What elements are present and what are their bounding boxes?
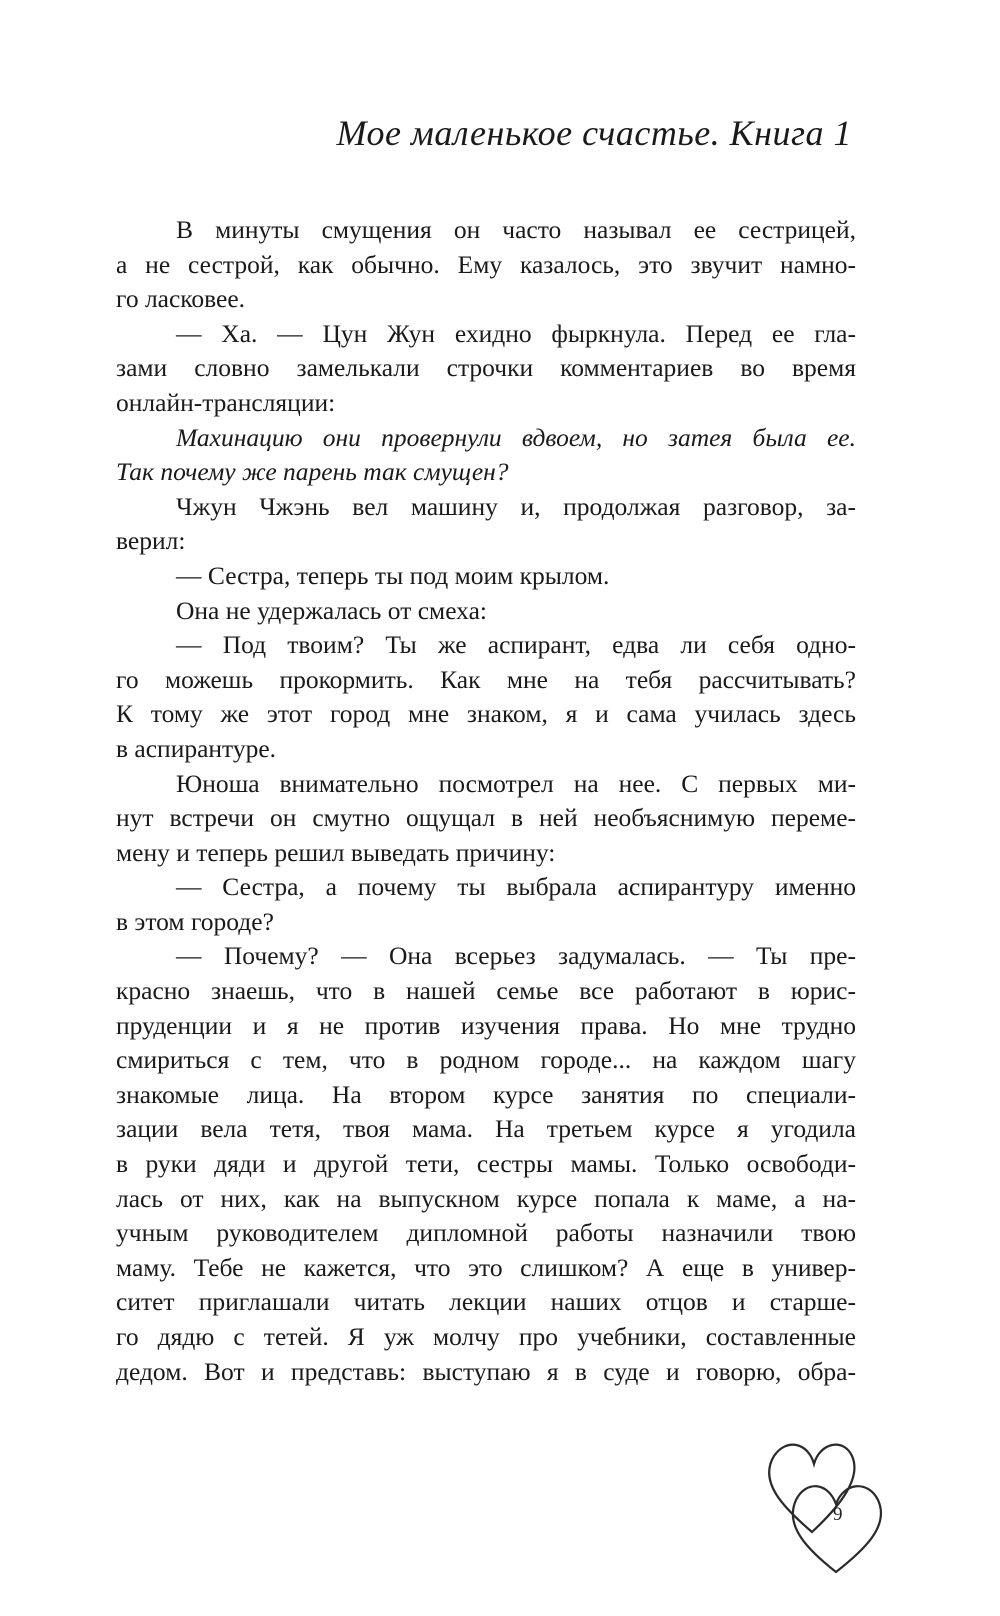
- text-line: Так почему же парень так смущен?: [116, 457, 509, 487]
- page-number: 9: [833, 1504, 843, 1525]
- text-line: К тому же этот город мне знаком, я и сама училась здесь: [116, 699, 856, 729]
- text-line: в аспирантуре.: [116, 733, 277, 763]
- text-line: красно знаешь, что в нашей семье все работают в юрис-: [116, 976, 856, 1006]
- text-line: — Сестра, а почему ты выбрала аспирантуру именно: [176, 872, 856, 902]
- text-line: учным руководителем дипломной работы назначили твою: [116, 1218, 856, 1248]
- text-line: пруденции и я не против изучения права. Но мне трудно: [116, 1010, 856, 1040]
- text-line: нут встречи он смутно ощущал в ней необъяснимую переме-: [116, 803, 856, 833]
- text-line: мену и теперь решил выведать причину:: [116, 837, 556, 867]
- text-line: го можешь прокормить. Как мне на тебя рассчитывать?: [116, 664, 856, 694]
- running-title: Мое маленькое счастье. Книга 1: [336, 113, 852, 153]
- text-line: Махинацию они провернули вдвоем, но затея была ее.: [176, 422, 856, 452]
- body-text: [116, 213, 856, 1389]
- text-line: Юноша внимательно посмотрел на нее. С первых ми-: [176, 768, 856, 798]
- text-line: а не сестрой, как обычно. Ему казалось, это звучит намно-: [116, 249, 856, 279]
- text-line: онлайн-трансляции:: [116, 387, 336, 417]
- text-line: знакомые лица. На втором курсе занятия по специали-: [116, 1079, 856, 1109]
- text-line: зации вела тетя, твоя мама. На третьем курсе я угодила: [116, 1114, 856, 1144]
- text-line: — Ха. — Цун Жун ехидно фыркнула. Перед ее гла-: [176, 318, 856, 348]
- text-line: смириться с тем, что в родном городе... на каждом шагу: [116, 1045, 856, 1075]
- text-line: — Под твоим? Ты же аспирант, едва ли себя одно-: [176, 630, 856, 660]
- text-line: Чжун Чжэнь вел машину и, продолжая разговор, за-: [176, 491, 856, 521]
- text-line: — Почему? — Она всерьез задумалась. — Ты пре-: [176, 941, 856, 971]
- text-line: ситет приглашали читать лекции наших отцов и старше-: [116, 1287, 856, 1317]
- text-line: зами словно замелькали строчки комментариев во время: [116, 353, 856, 383]
- text-line: дедом. Вот и представь: выступаю я в суде и говорю, обра-: [116, 1356, 856, 1386]
- text-line: в руки дяди и другой тети, сестры мамы. Только освободи-: [116, 1149, 856, 1179]
- text-line: в этом городе?: [116, 906, 274, 936]
- text-line: В минуты смущения он часто называл ее сестрицей,: [176, 215, 856, 244]
- text-line: маму. Тебе не кажется, что это слишком? А еще в универ-: [116, 1252, 856, 1282]
- text-line: лась от них, как на выпускном курсе попала к маме, а на-: [116, 1183, 856, 1213]
- text-line: Она не удержалась от смеха:: [176, 595, 487, 625]
- text-line: — Сестра, теперь ты под моим крылом.: [176, 560, 610, 590]
- text-line: го ласковее.: [116, 284, 246, 314]
- text-line: го дядю с тетей. Я уж молчу про учебники, составленные: [116, 1322, 856, 1351]
- text-line: верил:: [116, 526, 186, 556]
- double-heart-icon: [764, 1434, 894, 1584]
